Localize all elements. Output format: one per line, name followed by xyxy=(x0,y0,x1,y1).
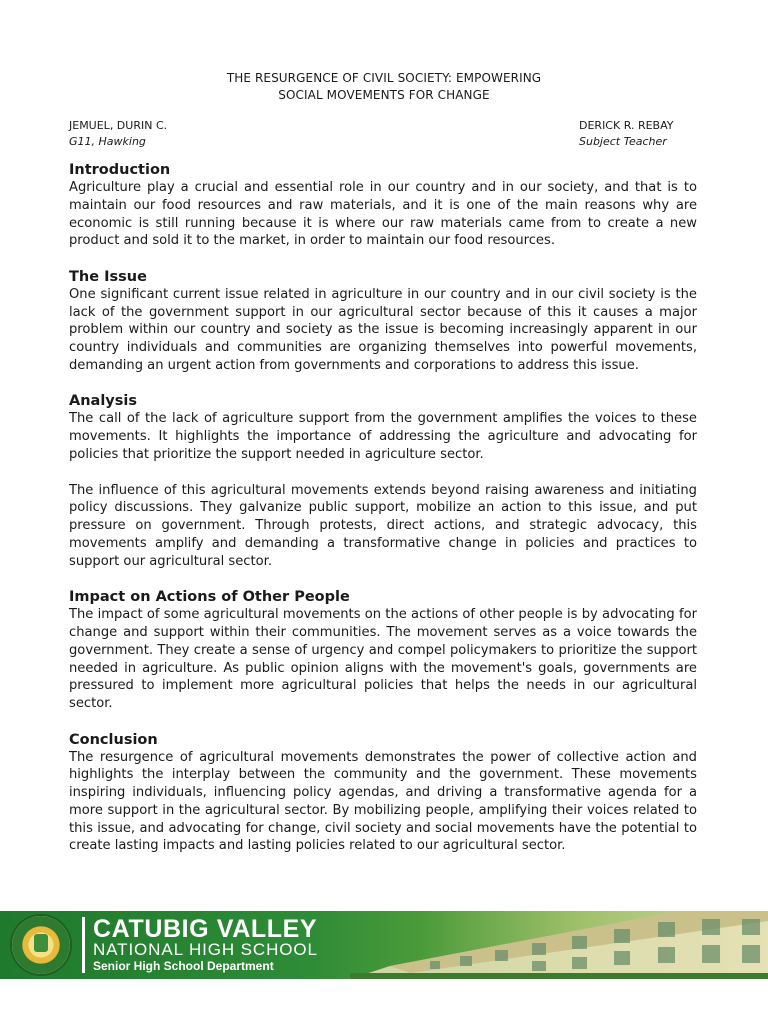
teacher-name: DERICK R. REBAY xyxy=(579,119,674,132)
section-the-issue xyxy=(69,268,697,375)
section-paragraph: The call of the lack of agriculture support from the government amplifies the voices to these movements. It highlights the importance of addressing the agriculture and advocating for policies that prioritize the support needed in agriculture sector. xyxy=(69,411,697,462)
student-info xyxy=(69,118,167,150)
student-name: JEMUEL, DURIN C. xyxy=(69,119,168,132)
school-seal-icon xyxy=(12,916,70,974)
document-body xyxy=(69,161,697,873)
school-banner xyxy=(0,911,768,979)
section-heading: The Issue xyxy=(69,268,147,285)
section-heading: Impact on Actions of Other People xyxy=(69,589,350,606)
section-paragraph: The resurgence of agricultural movements demonstrates the power of collective action and highlights the interplay between the community and the government. These movements inspiring individuals, influencing policy agendas, and driving a transformative agenda for a more support in the agricultural sector. By mobilizing people, amplifying their voices related to this issue, and advocating for change, civil society and social movements have the potential to create lasting impacts and lasting policies related to our agricultural sector. xyxy=(69,749,697,854)
teacher-info xyxy=(579,118,673,150)
school-subtitle: NATIONAL HIGH SCHOOL xyxy=(93,940,318,959)
section-heading: Introduction xyxy=(69,162,171,178)
document-title xyxy=(0,70,768,104)
section-paragraph: The impact of some agricultural movements on the actions of other people is by advocating for change and support within their communities. The movement serves as a voice towards the government. They create a sense of urgency and compel policymakers to prioritize the support needed in agriculture. As public opinion aligns with the movement's goals, governments are pressured to implement more agricultural policies that helps the needs in our agricultural sector. xyxy=(69,607,697,712)
student-section: G11, Hawking xyxy=(69,135,146,148)
section-analysis xyxy=(69,392,697,570)
teacher-role: Subject Teacher xyxy=(579,135,667,148)
title-line-2: SOCIAL MOVEMENTS FOR CHANGE xyxy=(278,88,490,102)
seal-emblem xyxy=(34,934,48,952)
section-introduction xyxy=(69,161,697,250)
section-paragraph: Agriculture play a crucial and essential role in our country and in our society, and that is to maintain our food resources and raw materials, and it is one of the main reasons why are economic is still running because it is where our raw materials came from to create a new product and sold it to the market, in order to maintain our food resources. xyxy=(69,180,697,249)
section-conclusion xyxy=(69,731,697,856)
section-impact xyxy=(69,588,697,713)
banner-divider xyxy=(82,917,85,973)
section-heading: Analysis xyxy=(69,393,137,410)
school-building-image xyxy=(350,911,768,979)
section-paragraph: One significant current issue related in agriculture in our country and in our civil society is the lack of the government support in our agricultural sector because of this it causes a major problem within our country and society as the issue is becoming increasingly apparent in our country individuals and communities are organizing themselves into powerful movements, demanding an urgent action from governments and corporations to address this issue. xyxy=(69,286,697,373)
author-block xyxy=(69,118,699,152)
section-heading: Conclusion xyxy=(69,731,158,748)
title-line-1: THE RESURGENCE OF CIVIL SOCIETY: EMPOWERING xyxy=(226,71,542,85)
section-paragraph: The influence of this agricultural movements extends beyond raising awareness and initiating policy discussions. They galvanize public support, mobilize an action to this issue, and put pressure on government. Through protests, direct actions, and strategic advocacy, this movements amplify and demanding a transformative change in policies and practices to support our agricultural sector. xyxy=(69,482,697,569)
school-department: Senior High School Department xyxy=(93,959,274,973)
school-name: CATUBIG VALLEY xyxy=(93,915,318,943)
